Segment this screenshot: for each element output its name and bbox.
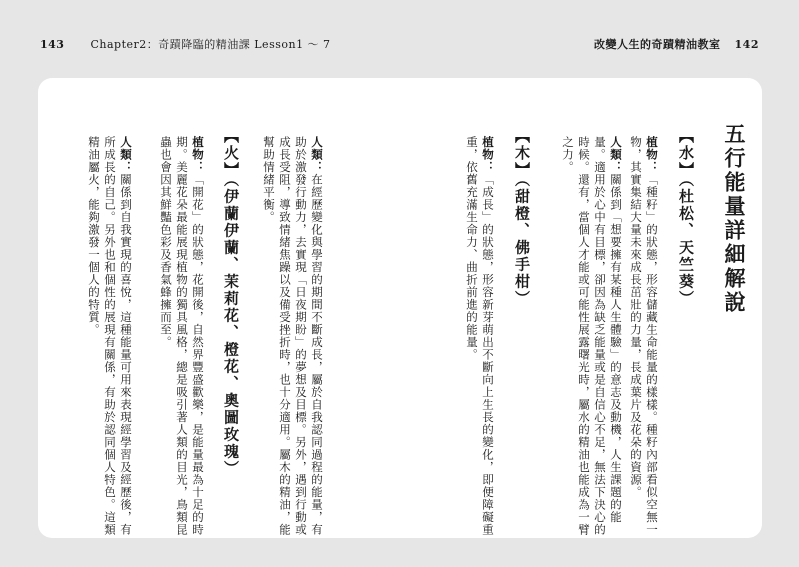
human-label: 人類： [310,136,324,174]
fire-human-text: 關係到自我實現的喜悅，這種能量可用來表現經學習及經歷後，有所成長的自己。另外也和個性的展現有關係，有助於認同個人特色。這類精油屬火，能夠激發一個人的特質。 [87,136,133,536]
wood-plant-paragraph [464,136,496,536]
right-page-header [594,36,759,52]
fire-human-paragraph [86,136,134,536]
plant-label: 植物： [645,136,659,174]
right-running-title: 改變人生的奇蹟精油教室 [594,38,721,51]
plant-label: 植物： [481,136,495,174]
water-plant-paragraph [628,136,660,536]
wood-human-text: 在經歷變化與學習的期間不斷成長，屬於自我認同過程的能量，有助於激發行動力，去實現「日夜期盼」的夢想及目標。另外，遇到行動或成長受阻，導致情緒焦躁以及備受挫折時，也十分適用。屬木的精油，能幫助情緒平衡。 [262,136,324,536]
section-heading-water: 【水】（杜松、天竺葵） [677,128,695,308]
page-spread [38,78,762,538]
left-page-number: 143 [40,38,65,51]
plant-label: 植物： [191,136,205,174]
main-title: 五行能量詳細解說 [722,123,747,315]
water-human-text: 關係到「想要擁有某種人生體驗」的意志及動機，人生課題的能量。適用於心中有目標，卻因為缺乏能量或是自信心不足，無法下決心的時候。還有，當個人才能或可能性展露曙光時，屬水的精油也能成為一臂之力。 [561,136,623,536]
wood-human-paragraph [261,136,325,536]
human-label: 人類： [119,136,133,174]
human-label: 人類： [609,136,623,174]
section-heading-wood: 【木】（甜橙、佛手柑） [513,128,531,308]
water-plant-text: 「種籽」的狀態，形容儲藏生命能量的樣樣。種籽內部看似空無一物，其實集結大量未來成長茁壯的力量，長成葉片及花朵的資源。 [629,136,659,536]
fire-plant-text: 「開花」的狀態，花開後，自然界豐盛歡樂，是能量最為十足的時期。美麗花朵最能展現植物的獨具風格，總是吸引著人類的目光，鳥類昆蟲也會因其鮮豔色彩及香氣蜂擁而至。 [159,136,205,536]
right-page-number: 142 [734,38,759,51]
water-human-paragraph [560,136,624,536]
left-running-title: Chapter2：奇蹟降臨的精油課 Lesson1 ～ 7 [90,38,331,51]
fire-plant-paragraph [158,136,206,536]
section-heading-fire: 【火】（伊蘭伊蘭、茉莉花、橙花、奧圖玫瑰） [222,128,240,478]
left-page-header [40,36,331,52]
wood-plant-text: 「成長」的狀態，形容新芽萌出不斷向上生長的變化，即便障礙重重，依舊充滿生命力、曲折前進的能量。 [465,136,495,536]
